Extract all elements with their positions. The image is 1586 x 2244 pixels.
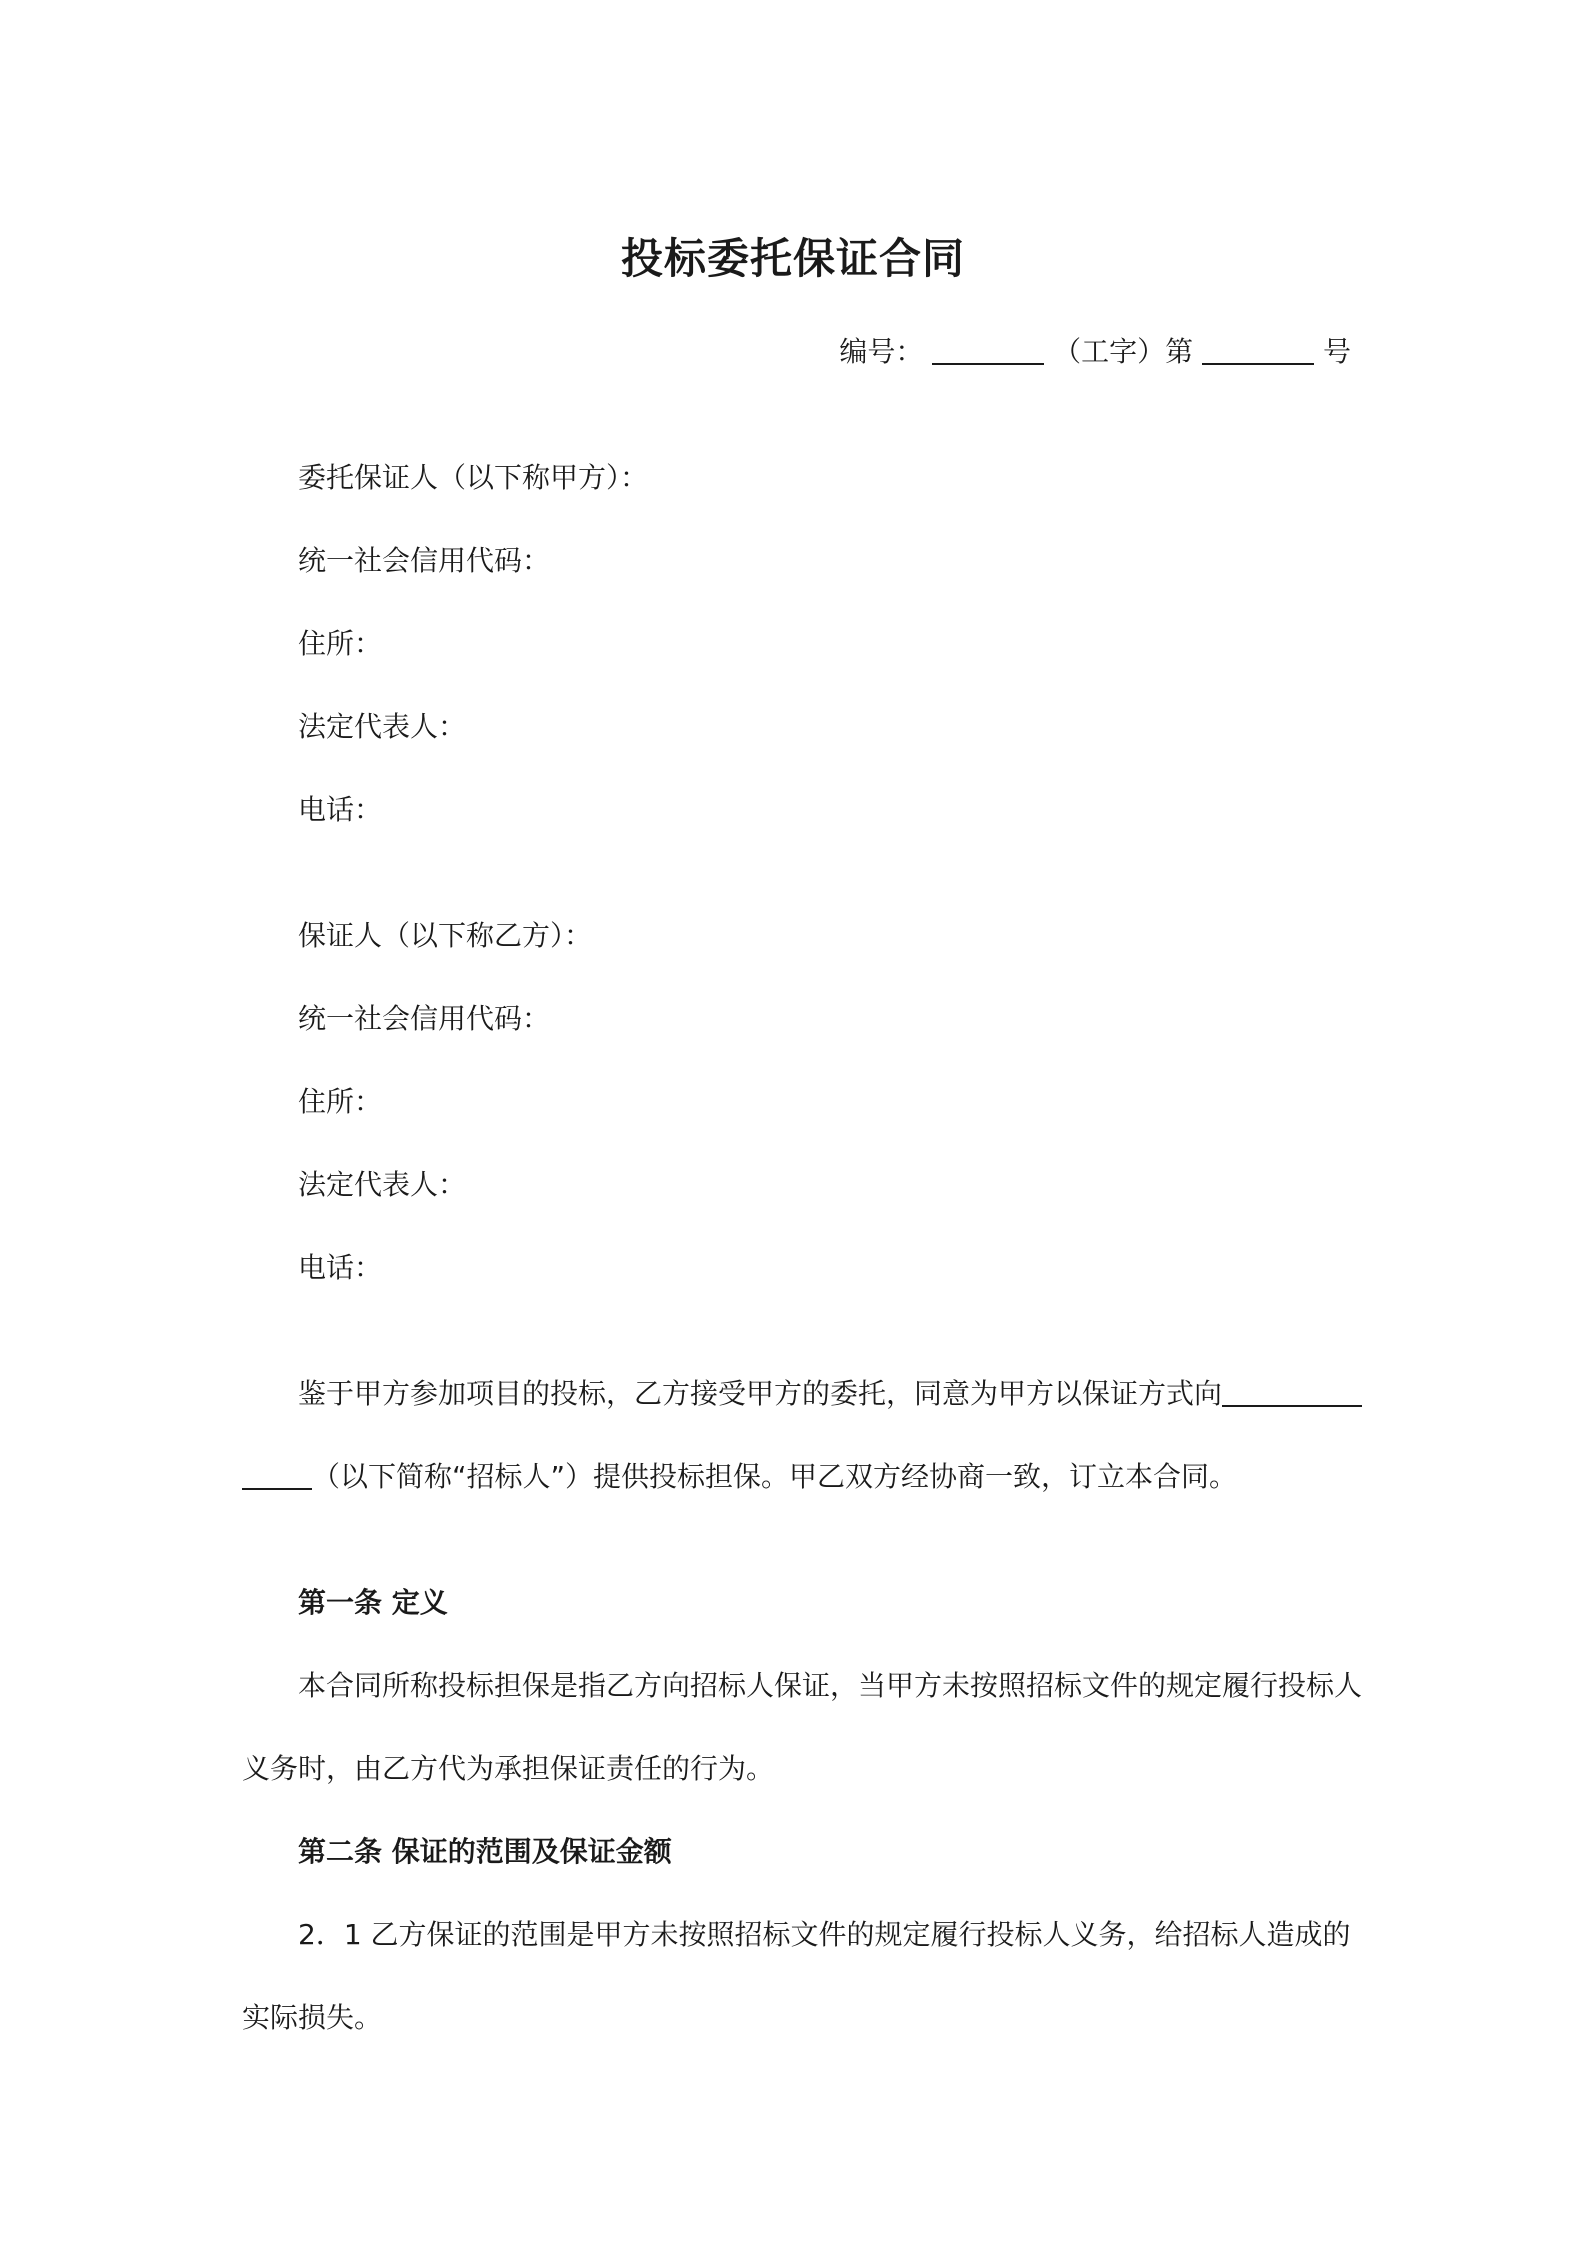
- article-2-heading: 第二条 保证的范围及保证金额: [298, 1835, 672, 1868]
- preamble-line-2: [242, 1457, 1237, 1497]
- party-b-credit-code: 统一社会信用代码：: [298, 1002, 551, 1035]
- party-b-heading: 保证人（以下称乙方）：: [298, 919, 593, 952]
- number-blank-seq: [1202, 333, 1314, 365]
- preamble-line-1: [298, 1374, 1362, 1414]
- party-a-address: 住所：: [298, 627, 383, 660]
- article-2-line-1: 2．1 乙方保证的范围是甲方未按照招标文件的规定履行投标人义务，给招标人造成的: [298, 1918, 1351, 1951]
- article-1-line-1: 本合同所称投标担保是指乙方向招标人保证，当甲方未按照招标文件的规定履行投标人: [298, 1669, 1363, 1702]
- number-blank-year: [932, 333, 1044, 365]
- preamble-text-1: 鉴于甲方参加项目的投标，乙方接受甲方的委托，同意为甲方以保证方式向: [298, 1377, 1223, 1410]
- preamble-text-2: （以下简称“招标人”）提供投标担保。甲乙双方经协商一致，订立本合同。: [312, 1460, 1238, 1493]
- document-title: 投标委托保证合同: [620, 234, 965, 283]
- contract-number-line: [839, 332, 1351, 372]
- article-2-line-2: 实际损失。: [242, 2001, 383, 2034]
- party-a-phone: 电话：: [298, 793, 383, 826]
- party-a-legal-rep: 法定代表人：: [298, 710, 467, 743]
- party-b-legal-rep: 法定代表人：: [298, 1168, 467, 1201]
- number-middle: （工字）第: [1053, 335, 1194, 368]
- tenderee-blank-2: [242, 1458, 312, 1490]
- party-b-phone: 电话：: [298, 1251, 383, 1284]
- article-1-line-2: 义务时，由乙方代为承担保证责任的行为。: [242, 1752, 775, 1785]
- tenderee-blank-1: [1222, 1375, 1362, 1407]
- article-1-heading: 第一条 定义: [298, 1586, 448, 1619]
- number-suffix: 号: [1322, 335, 1351, 368]
- party-a-heading: 委托保证人（以下称甲方）：: [298, 461, 649, 494]
- party-b-address: 住所：: [298, 1085, 383, 1118]
- number-prefix: 编号：: [839, 335, 924, 368]
- party-a-credit-code: 统一社会信用代码：: [298, 544, 551, 577]
